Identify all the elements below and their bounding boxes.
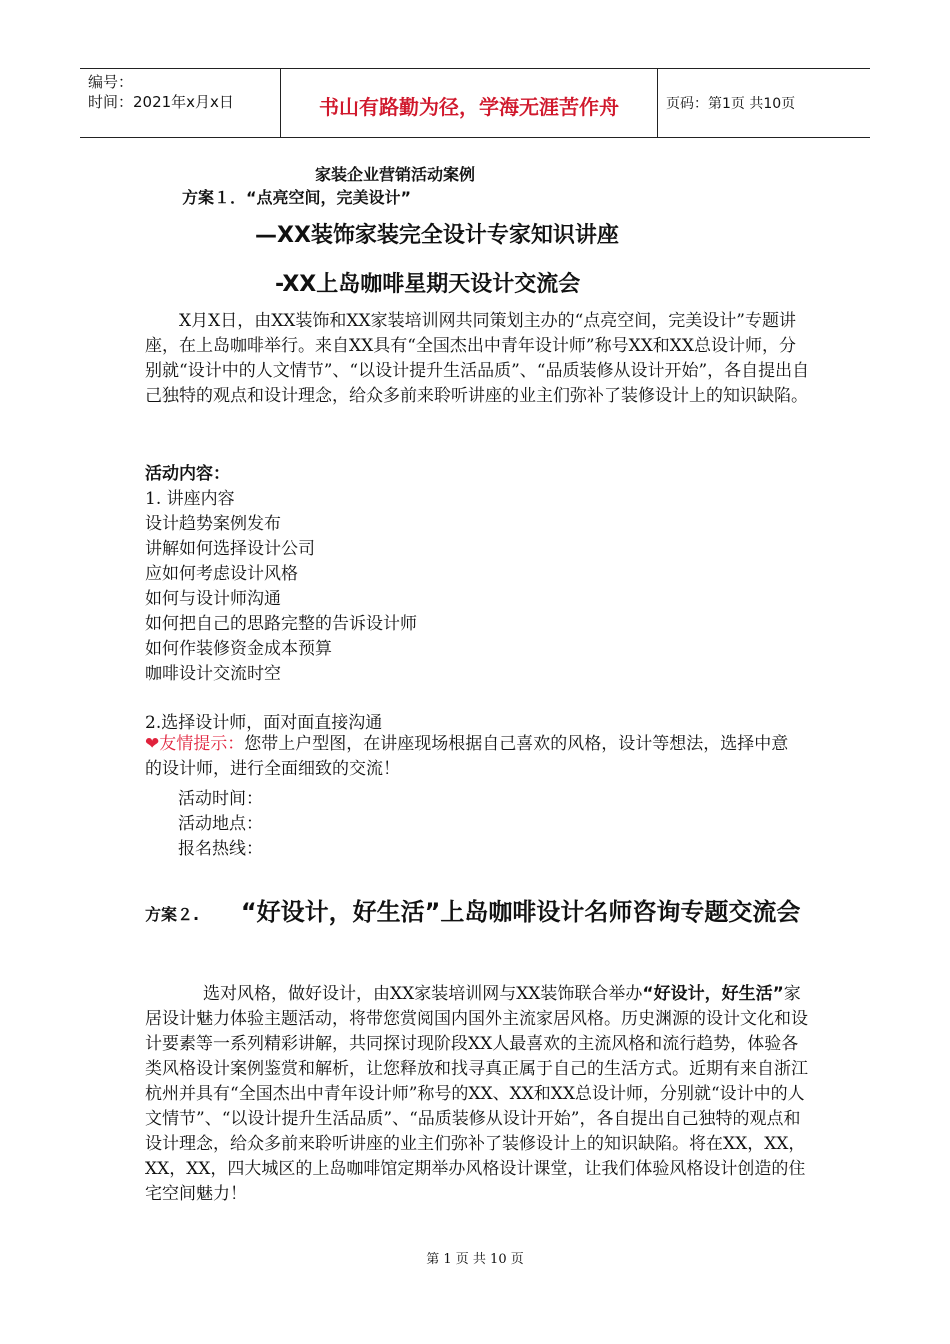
motto: 书山有路勤为径，学海无涯苦作舟: [319, 95, 619, 119]
heart-icon: ❤: [145, 734, 160, 754]
plan2-title: [145, 888, 815, 939]
hotline-field: 报名热线：: [178, 839, 263, 859]
list-item: 咖啡设计交流时空: [145, 664, 281, 684]
list-item: 讲解如何选择设计公司: [145, 539, 315, 559]
plan2-prefix: 方案２.: [145, 905, 200, 924]
list-item: 如何作装修资金成本预算: [145, 639, 332, 659]
header-left-cell: [80, 69, 281, 137]
list-item: 1. 讲座内容: [145, 489, 235, 509]
document-title: 家装企业营销活动案例: [315, 165, 476, 184]
plan1-subtitle-2: -XX上岛咖啡星期天设计交流会: [275, 272, 581, 297]
list-item: 如何与设计师沟通: [145, 589, 281, 609]
header-middle-cell: [281, 69, 658, 137]
plan2-paragraph-part1: 选对风格，做好设计，由XX家装培训网与XX装饰联合举办: [203, 984, 643, 1004]
plan2-paragraph: [145, 982, 810, 1207]
plan1-title: 方案１．“点亮空间，完美设计”: [182, 188, 412, 207]
activity-time-field: 活动时间：: [178, 789, 263, 809]
item-2: 2.选择设计师，面对面直接沟通: [145, 713, 383, 733]
activity-place-field: 活动地点：: [178, 814, 263, 834]
plan2-title-text: “好设计，好生活”上岛咖啡设计名师咨询专题交流会: [240, 898, 801, 926]
activity-label: 活动内容：: [145, 464, 230, 484]
tip-label: 友情提示：: [159, 734, 245, 754]
page-info: 页码：第1页 共10页: [666, 96, 796, 112]
plan1-subtitle-1: —XX装饰家装完全设计专家知识讲座: [255, 223, 619, 248]
friendly-tip: [145, 732, 805, 782]
intro-paragraph: X月X日，由XX装饰和XX家装培训网共同策划主办的“点亮空间，完美设计”专题讲座，在上岛咖啡举行。来自XX具有“全国杰出中青年设计师”称号XX和XX总设计师，分别就“设计中的人文情节”、“以设计提升生活品质”、“品质装修从设计开始”，各自提出自己独特的观点和设计理念，给众多前来聆听讲座的业主们弥补了装修设计上的知识缺陷。: [145, 311, 810, 406]
list-item: 如何把自己的思路完整的告诉设计师: [145, 614, 417, 634]
tip-text: 您带上户型图，在讲座现场根据自己喜欢的风格，设计等想法，选择中意的设计师，进行全面细致的交流！: [145, 734, 789, 779]
plan2-paragraph-bold: “好设计，好生活”: [642, 984, 784, 1004]
list-item: 应如何考虑设计风格: [145, 564, 298, 584]
header-table: [80, 68, 870, 138]
plan2-paragraph-part2: 家居设计魅力体验主题活动，将带您赏阅国内国外主流家居风格。历史渊源的设计文化和设计要素等一系列精彩讲解，共同探讨现阶段XX人最喜欢的主流风格和流行趋势，体验各类风格设计案例鉴赏和解析，让您释放和找寻真正属于自己的生活方式。近期有来自浙江杭州并具有“全国杰出中青年设计师”称号的XX、XX和XX总设计师，分别就“设计中的人文情节”、“以设计提升生活品质”、“品质装修从设计开始”，各自提出自己独特的观点和设计理念，给众多前来聆听讲座的业主们弥补了装修设计上的知识缺陷。将在XX，XX，XX，XX，四大城区的上岛咖啡馆定期举办风格设计课堂，让我们体验风格设计创造的住宅空间魅力！: [145, 984, 808, 1204]
header-right-cell: [658, 69, 870, 137]
time-label: 时间：2021年x月x日: [88, 93, 234, 111]
page-footer: 第 1 页 共 10 页: [426, 1252, 524, 1267]
number-label: 编号：: [88, 73, 134, 91]
list-item: 设计趋势案例发布: [145, 514, 281, 534]
